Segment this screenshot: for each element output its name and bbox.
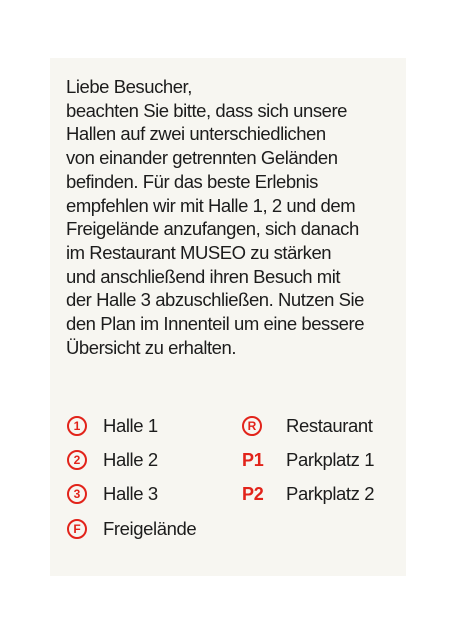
intro-line: Hallen auf zwei unterschiedlichen — [66, 123, 326, 145]
legend-label: Halle 2 — [103, 449, 158, 470]
legend-item-parkplatz-2 — [242, 481, 402, 507]
parking-icon-p1: P1 — [242, 449, 264, 470]
marker-icon-freigelaende: F — [67, 519, 87, 539]
legend-label: Parkplatz 1 — [286, 449, 375, 470]
legend-label: Freigelände — [103, 518, 197, 539]
legend-item-halle-1 — [67, 413, 158, 439]
intro-line: den Plan im Innenteil um eine bessere — [66, 313, 365, 335]
intro-line: im Restaurant MUSEO zu stärken — [66, 241, 332, 263]
intro-line: befinden. Für das beste Erlebnis — [66, 170, 318, 192]
intro-line: von einander getrennten Geländen — [66, 147, 338, 169]
legend-label: Halle 1 — [103, 415, 158, 436]
legend-item-restaurant — [242, 413, 402, 439]
marker-icon-halle-2: 2 — [67, 450, 87, 470]
parking-icon-p2: P2 — [242, 483, 264, 504]
marker-icon-halle-3: 3 — [67, 484, 87, 504]
intro-line: Liebe Besucher, — [66, 76, 192, 97]
marker-icon-restaurant: R — [242, 416, 262, 436]
legend-item-halle-3 — [67, 481, 158, 507]
intro-line: der Halle 3 abzuschließen. Nutzen Sie — [66, 289, 365, 311]
intro-line: beachten Sie bitte, dass sich unsere — [66, 99, 348, 121]
intro-line: empfehlen wir mit Halle 1, 2 und dem — [66, 194, 356, 216]
legend-label: Halle 3 — [103, 483, 158, 504]
legend-item-halle-2 — [67, 447, 158, 473]
legend-item-freigelaende — [67, 516, 196, 542]
legend-label: Restaurant — [286, 415, 373, 436]
intro-line: Übersicht zu erhalten. — [66, 336, 237, 358]
legend-label: Parkplatz 2 — [286, 483, 375, 504]
intro-line: Freigelände anzufangen, sich danach — [66, 218, 359, 240]
intro-line: und anschließend ihren Besuch mit — [66, 265, 341, 287]
intro-text — [66, 75, 406, 359]
legend-item-parkplatz-1 — [242, 447, 402, 473]
marker-icon-halle-1: 1 — [67, 416, 87, 436]
